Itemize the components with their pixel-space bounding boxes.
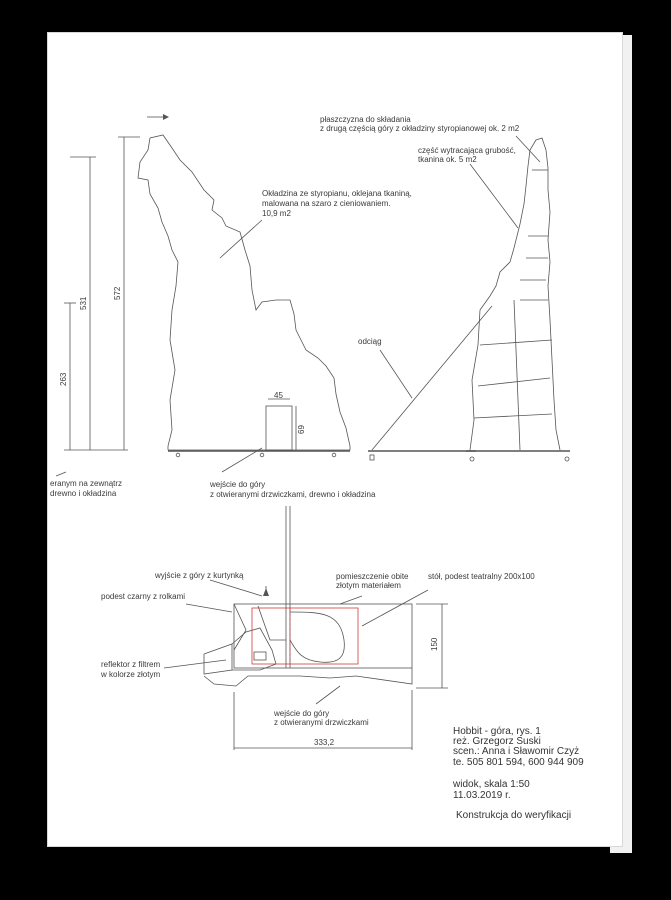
door-rect <box>266 406 292 450</box>
mountain-front-outline <box>138 135 350 450</box>
title-line-7: Konstrukcja do weryfikacji <box>456 810 572 821</box>
label-cladding-1: Okładzina ze styropianu, oklejana tkaniną, <box>262 189 412 198</box>
title-line-1: Hobbit - góra, rys. 1 <box>453 726 541 737</box>
title-line-6: 11.03.2019 r. <box>453 790 511 801</box>
label-reflector-1: reflektor z filtrem <box>101 660 161 669</box>
dimension-572: 572 <box>113 286 122 300</box>
label-cladding-2: malowana na szaro z cieniowaniem. <box>262 199 391 208</box>
label-plan-entry-2: z otwieranymi drzwiczkami <box>274 718 369 727</box>
label-thickness-2: tkanina ok. 5 m2 <box>418 155 477 164</box>
label-brace: odciąg <box>358 337 382 346</box>
dimension-531: 531 <box>79 296 88 310</box>
label-left-cut-2: drewno i okładzina <box>50 489 117 498</box>
label-table-platform: stół, podest teatralny 200x100 <box>428 572 535 581</box>
dimension-69: 69 <box>297 425 306 434</box>
dimension-263: 263 <box>59 372 68 386</box>
label-room-gold-1: pomieszczenie obite <box>336 572 409 581</box>
label-thickness-1: część wytracająca grubość, <box>418 146 516 155</box>
label-reflector-2: w kolorze złotym <box>101 670 161 679</box>
label-folding-plane-1: płaszczyzna do składania <box>320 115 411 124</box>
dimension-333: 333,2 <box>314 738 335 747</box>
ramp-outline <box>204 644 232 674</box>
label-cladding-3: 10,9 m2 <box>262 209 291 218</box>
label-top-entry-1: wejście do góry <box>210 480 266 489</box>
label-left-cut-1: eranym na zewnątrz <box>50 479 123 488</box>
label-top-entry-2: z otwieranymi drzwiczkami, drewno i okładzina <box>210 490 376 499</box>
title-line-4: te. 505 801 594, 600 944 909 <box>453 757 584 768</box>
label-room-gold-2: złotym materiałem <box>336 581 401 590</box>
label-plan-entry-1: wejście do góry <box>274 709 330 718</box>
label-black-platform: podest czarny z rolkami <box>101 592 186 601</box>
title-line-5: widok, skala 1:50 <box>453 779 530 790</box>
title-line-2: reż. Grzegorz Suski <box>453 736 541 747</box>
dimension-45: 45 <box>274 391 283 400</box>
brace-line <box>372 306 492 450</box>
label-folding-plane-2: z drugą częścią góry z okładziny styropianowej ok. 2 m2 <box>320 124 520 133</box>
label-exit-curtain: wyjście z góry z kurtynką <box>155 571 244 580</box>
dimension-150: 150 <box>430 637 439 651</box>
mountain-side-outline <box>470 138 560 450</box>
title-line-3: scen.: Anna i Sławomir Czyż <box>453 746 580 757</box>
